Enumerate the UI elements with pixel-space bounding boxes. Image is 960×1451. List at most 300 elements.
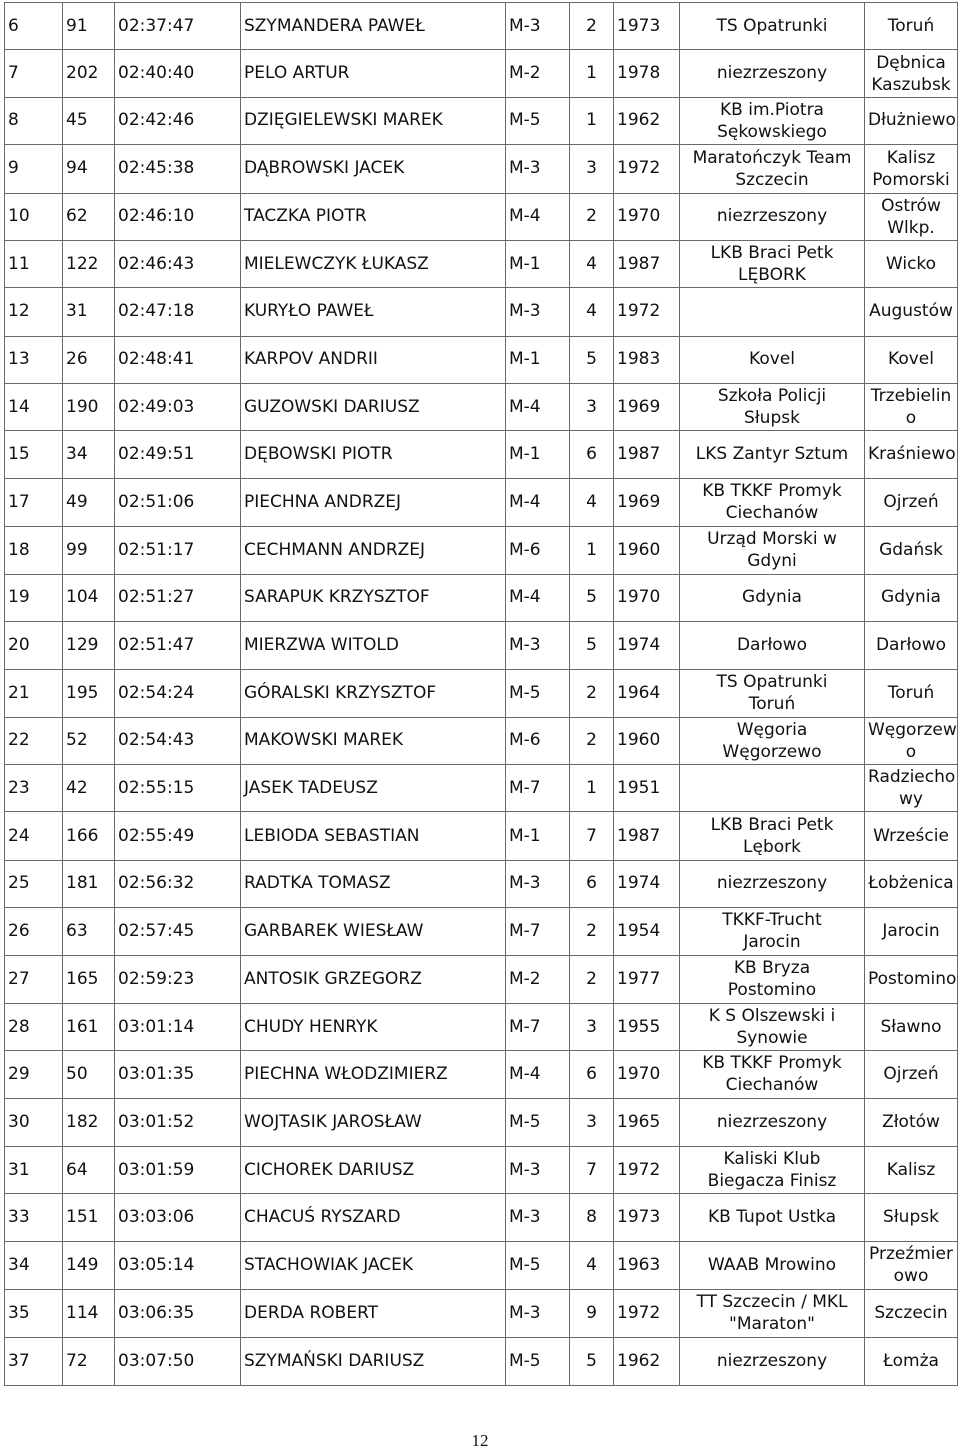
city-line: Węgorzew bbox=[868, 719, 957, 740]
club-cell bbox=[680, 97, 865, 144]
table-row bbox=[5, 908, 958, 955]
runner-name-cell: DĘBOWSKI PIOTR bbox=[241, 431, 506, 478]
bib-number-cell: 50 bbox=[63, 1051, 115, 1098]
place-cell: 18 bbox=[5, 527, 63, 574]
birth-year-cell: 1972 bbox=[614, 145, 680, 193]
category-cell: M-3 bbox=[506, 3, 570, 50]
city-cell: Postomino bbox=[865, 955, 958, 1003]
bib-number-cell: 166 bbox=[63, 812, 115, 860]
bib-number-cell: 72 bbox=[63, 1337, 115, 1386]
category-cell: M-3 bbox=[506, 860, 570, 907]
club-cell bbox=[680, 527, 865, 574]
table-row bbox=[5, 1147, 958, 1194]
bib-number-cell: 64 bbox=[63, 1147, 115, 1194]
city-cell: Słupsk bbox=[865, 1194, 958, 1241]
table-row bbox=[5, 384, 958, 431]
place-cell: 6 bbox=[5, 3, 63, 50]
club-cell: niezrzeszony bbox=[680, 1098, 865, 1146]
city-line: Dębnica bbox=[876, 52, 946, 73]
club-cell bbox=[680, 145, 865, 193]
place-cell: 17 bbox=[5, 478, 63, 526]
bib-number-cell: 122 bbox=[63, 240, 115, 287]
birth-year-cell: 1960 bbox=[614, 717, 680, 764]
category-cell: M-6 bbox=[506, 527, 570, 574]
bib-number-cell: 91 bbox=[63, 3, 115, 50]
table-row bbox=[5, 670, 958, 717]
place-cell: 34 bbox=[5, 1241, 63, 1289]
runner-name-cell: LEBIODA SEBASTIAN bbox=[241, 812, 506, 860]
place-cell: 33 bbox=[5, 1194, 63, 1241]
city-cell bbox=[865, 1241, 958, 1289]
time-cell: 02:49:51 bbox=[115, 431, 241, 478]
city-cell bbox=[865, 384, 958, 431]
birth-year-cell: 1987 bbox=[614, 240, 680, 287]
place-cell: 26 bbox=[5, 908, 63, 955]
birth-year-cell: 1987 bbox=[614, 431, 680, 478]
runner-name-cell: DERDA ROBERT bbox=[241, 1290, 506, 1337]
birth-year-cell: 1970 bbox=[614, 574, 680, 621]
city-cell: Gdańsk bbox=[865, 527, 958, 574]
place-cell: 27 bbox=[5, 955, 63, 1003]
runner-name-cell: STACHOWIAK JACEK bbox=[241, 1241, 506, 1289]
page-number: 12 bbox=[471, 1431, 489, 1450]
category-cell: M-7 bbox=[506, 765, 570, 812]
bib-number-cell: 190 bbox=[63, 384, 115, 431]
city-line: Trzebielin bbox=[870, 386, 952, 407]
club-line: KB Bryza bbox=[733, 958, 811, 979]
runner-name-cell: KARPOV ANDRII bbox=[241, 336, 506, 383]
club-line: TT Szczecin / MKL bbox=[696, 1292, 848, 1313]
city-cell: Szczecin bbox=[865, 1290, 958, 1337]
birth-year-cell: 1970 bbox=[614, 193, 680, 240]
club-line: Sękowskiego bbox=[717, 121, 827, 142]
club-cell: Gdynia bbox=[680, 574, 865, 621]
bib-number-cell: 26 bbox=[63, 336, 115, 383]
runner-name-cell: ANTOSIK GRZEGORZ bbox=[241, 955, 506, 1003]
table-row bbox=[5, 1337, 958, 1386]
time-cell: 03:06:35 bbox=[115, 1290, 241, 1337]
place-cell: 30 bbox=[5, 1098, 63, 1146]
club-cell: KB Tupot Ustka bbox=[680, 1194, 865, 1241]
city-line: Pomorski bbox=[872, 169, 950, 190]
runner-name-cell: MIERZWA WITOLD bbox=[241, 621, 506, 669]
runner-name-cell: CICHOREK DARIUSZ bbox=[241, 1147, 506, 1194]
table-row bbox=[5, 1098, 958, 1146]
place-cell: 13 bbox=[5, 336, 63, 383]
time-cell: 02:54:43 bbox=[115, 717, 241, 764]
category-place-cell: 5 bbox=[570, 336, 614, 383]
city-line: Kalisz bbox=[886, 147, 936, 168]
time-cell: 03:05:14 bbox=[115, 1241, 241, 1289]
club-line: KB TKKF Promyk bbox=[702, 481, 842, 502]
time-cell: 03:01:52 bbox=[115, 1098, 241, 1146]
category-cell: M-3 bbox=[506, 288, 570, 336]
club-line: Węgoria bbox=[736, 719, 808, 740]
place-cell: 24 bbox=[5, 812, 63, 860]
city-cell bbox=[865, 193, 958, 240]
bib-number-cell: 202 bbox=[63, 50, 115, 97]
city-cell bbox=[865, 717, 958, 764]
birth-year-cell: 1972 bbox=[614, 1290, 680, 1337]
club-line: KB im.Piotra bbox=[720, 99, 824, 120]
category-place-cell: 1 bbox=[570, 765, 614, 812]
category-place-cell: 3 bbox=[570, 384, 614, 431]
city-cell bbox=[865, 145, 958, 193]
category-cell: M-4 bbox=[506, 193, 570, 240]
place-cell: 31 bbox=[5, 1147, 63, 1194]
city-cell: Darłowo bbox=[865, 621, 958, 669]
place-cell: 11 bbox=[5, 240, 63, 287]
city-cell: Sławno bbox=[865, 1003, 958, 1050]
city-line: Przeźmier bbox=[869, 1244, 953, 1265]
club-cell bbox=[680, 1003, 865, 1050]
club-line: Lębork bbox=[743, 837, 801, 858]
runner-name-cell: CHUDY HENRYK bbox=[241, 1003, 506, 1050]
category-cell: M-5 bbox=[506, 1098, 570, 1146]
category-place-cell: 4 bbox=[570, 1241, 614, 1289]
bib-number-cell: 104 bbox=[63, 574, 115, 621]
city-line: o bbox=[905, 408, 917, 429]
time-cell: 03:01:14 bbox=[115, 1003, 241, 1050]
birth-year-cell: 1951 bbox=[614, 765, 680, 812]
city-cell: Ojrzeń bbox=[865, 1051, 958, 1098]
time-cell: 02:55:15 bbox=[115, 765, 241, 812]
category-cell: M-5 bbox=[506, 670, 570, 717]
club-line: TKKF-Trucht bbox=[722, 910, 822, 931]
place-cell: 29 bbox=[5, 1051, 63, 1098]
category-place-cell: 2 bbox=[570, 908, 614, 955]
city-cell: Wrzeście bbox=[865, 812, 958, 860]
city-line: Wlkp. bbox=[887, 217, 935, 238]
birth-year-cell: 1973 bbox=[614, 3, 680, 50]
bib-number-cell: 31 bbox=[63, 288, 115, 336]
club-line: Jarocin bbox=[743, 932, 801, 953]
runner-name-cell: DZIĘGIELEWSKI MAREK bbox=[241, 97, 506, 144]
club-line: Toruń bbox=[748, 694, 796, 715]
club-cell: LKS Zantyr Sztum bbox=[680, 431, 865, 478]
table-row bbox=[5, 478, 958, 526]
category-cell: M-4 bbox=[506, 1051, 570, 1098]
bib-number-cell: 161 bbox=[63, 1003, 115, 1050]
club-cell bbox=[680, 478, 865, 526]
category-cell: M-4 bbox=[506, 574, 570, 621]
club-cell: niezrzeszony bbox=[680, 50, 865, 97]
bib-number-cell: 49 bbox=[63, 478, 115, 526]
place-cell: 8 bbox=[5, 97, 63, 144]
city-cell: Toruń bbox=[865, 670, 958, 717]
category-cell: M-7 bbox=[506, 908, 570, 955]
category-place-cell: 2 bbox=[570, 670, 614, 717]
bib-number-cell: 34 bbox=[63, 431, 115, 478]
category-place-cell: 6 bbox=[570, 1051, 614, 1098]
club-line: Synowie bbox=[736, 1028, 808, 1049]
runner-name-cell: SZYMANDERA PAWEŁ bbox=[241, 3, 506, 50]
time-cell: 02:48:41 bbox=[115, 336, 241, 383]
time-cell: 02:51:17 bbox=[115, 527, 241, 574]
city-line: Ostrów bbox=[881, 195, 941, 216]
table-row bbox=[5, 336, 958, 383]
place-cell: 28 bbox=[5, 1003, 63, 1050]
runner-name-cell: GUZOWSKI DARIUSZ bbox=[241, 384, 506, 431]
birth-year-cell: 1972 bbox=[614, 1147, 680, 1194]
bib-number-cell: 182 bbox=[63, 1098, 115, 1146]
category-cell: M-5 bbox=[506, 1241, 570, 1289]
birth-year-cell: 1962 bbox=[614, 97, 680, 144]
table-row bbox=[5, 193, 958, 240]
category-place-cell: 3 bbox=[570, 1003, 614, 1050]
table-row bbox=[5, 621, 958, 669]
time-cell: 02:51:27 bbox=[115, 574, 241, 621]
runner-name-cell: MAKOWSKI MAREK bbox=[241, 717, 506, 764]
category-cell: M-1 bbox=[506, 240, 570, 287]
club-line: Węgorzewo bbox=[722, 741, 822, 762]
place-cell: 10 bbox=[5, 193, 63, 240]
table-row bbox=[5, 765, 958, 812]
birth-year-cell: 1960 bbox=[614, 527, 680, 574]
club-cell bbox=[680, 670, 865, 717]
time-cell: 02:57:45 bbox=[115, 908, 241, 955]
club-line: KB TKKF Promyk bbox=[702, 1053, 842, 1074]
birth-year-cell: 1969 bbox=[614, 384, 680, 431]
time-cell: 03:03:06 bbox=[115, 1194, 241, 1241]
category-place-cell: 2 bbox=[570, 717, 614, 764]
category-cell: M-3 bbox=[506, 621, 570, 669]
birth-year-cell: 1970 bbox=[614, 1051, 680, 1098]
club-cell: Darłowo bbox=[680, 621, 865, 669]
club-cell bbox=[680, 384, 865, 431]
club-line: Ciechanów bbox=[725, 503, 819, 524]
birth-year-cell: 1978 bbox=[614, 50, 680, 97]
category-place-cell: 4 bbox=[570, 240, 614, 287]
category-cell: M-3 bbox=[506, 1290, 570, 1337]
city-line: wy bbox=[899, 789, 923, 810]
city-cell bbox=[865, 765, 958, 812]
runner-name-cell: GÓRALSKI KRZYSZTOF bbox=[241, 670, 506, 717]
place-cell: 14 bbox=[5, 384, 63, 431]
results-table bbox=[4, 2, 958, 1386]
place-cell: 19 bbox=[5, 574, 63, 621]
club-line: LKB Braci Petk bbox=[710, 243, 834, 264]
club-line: Maratończyk Team bbox=[692, 147, 852, 168]
results-body bbox=[5, 3, 958, 1386]
category-cell: M-1 bbox=[506, 336, 570, 383]
club-line: Kaliski Klub bbox=[723, 1149, 821, 1170]
city-cell bbox=[865, 50, 958, 97]
table-row bbox=[5, 1051, 958, 1098]
birth-year-cell: 1974 bbox=[614, 621, 680, 669]
club-cell bbox=[680, 955, 865, 1003]
category-place-cell: 7 bbox=[570, 1147, 614, 1194]
bib-number-cell: 181 bbox=[63, 860, 115, 907]
bib-number-cell: 149 bbox=[63, 1241, 115, 1289]
table-row bbox=[5, 860, 958, 907]
category-place-cell: 8 bbox=[570, 1194, 614, 1241]
birth-year-cell: 1963 bbox=[614, 1241, 680, 1289]
table-row bbox=[5, 574, 958, 621]
bib-number-cell: 99 bbox=[63, 527, 115, 574]
table-row bbox=[5, 1194, 958, 1241]
bib-number-cell: 129 bbox=[63, 621, 115, 669]
place-cell: 37 bbox=[5, 1337, 63, 1386]
club-cell bbox=[680, 765, 865, 812]
place-cell: 15 bbox=[5, 431, 63, 478]
place-cell: 22 bbox=[5, 717, 63, 764]
time-cell: 02:46:43 bbox=[115, 240, 241, 287]
time-cell: 02:55:49 bbox=[115, 812, 241, 860]
category-place-cell: 5 bbox=[570, 1337, 614, 1386]
category-place-cell: 2 bbox=[570, 193, 614, 240]
bib-number-cell: 52 bbox=[63, 717, 115, 764]
club-cell: niezrzeszony bbox=[680, 1337, 865, 1386]
category-place-cell: 4 bbox=[570, 478, 614, 526]
city-cell: Augustów bbox=[865, 288, 958, 336]
time-cell: 02:46:10 bbox=[115, 193, 241, 240]
time-cell: 02:45:38 bbox=[115, 145, 241, 193]
time-cell: 03:01:59 bbox=[115, 1147, 241, 1194]
category-place-cell: 9 bbox=[570, 1290, 614, 1337]
club-line: K S Olszewski i bbox=[708, 1006, 836, 1027]
table-row bbox=[5, 145, 958, 193]
club-cell bbox=[680, 1051, 865, 1098]
runner-name-cell: CECHMANN ANDRZEJ bbox=[241, 527, 506, 574]
runner-name-cell: PELO ARTUR bbox=[241, 50, 506, 97]
table-row bbox=[5, 97, 958, 144]
category-place-cell: 1 bbox=[570, 50, 614, 97]
birth-year-cell: 1977 bbox=[614, 955, 680, 1003]
city-line: Radziecho bbox=[868, 767, 956, 788]
club-line: Słupsk bbox=[744, 408, 800, 429]
category-place-cell: 3 bbox=[570, 145, 614, 193]
birth-year-cell: 1954 bbox=[614, 908, 680, 955]
category-place-cell: 3 bbox=[570, 1098, 614, 1146]
time-cell: 02:51:06 bbox=[115, 478, 241, 526]
place-cell: 20 bbox=[5, 621, 63, 669]
time-cell: 02:37:47 bbox=[115, 3, 241, 50]
birth-year-cell: 1969 bbox=[614, 478, 680, 526]
category-cell: M-3 bbox=[506, 145, 570, 193]
club-line: LĘBORK bbox=[738, 265, 806, 286]
time-cell: 02:49:03 bbox=[115, 384, 241, 431]
club-cell bbox=[680, 717, 865, 764]
category-cell: M-7 bbox=[506, 1003, 570, 1050]
table-row bbox=[5, 50, 958, 97]
table-row bbox=[5, 812, 958, 860]
category-place-cell: 4 bbox=[570, 288, 614, 336]
category-cell: M-2 bbox=[506, 50, 570, 97]
club-line: Ciechanów bbox=[725, 1075, 819, 1096]
time-cell: 02:42:46 bbox=[115, 97, 241, 144]
place-cell: 9 bbox=[5, 145, 63, 193]
city-line: Kaszubsk bbox=[871, 74, 951, 95]
birth-year-cell: 1987 bbox=[614, 812, 680, 860]
table-row bbox=[5, 527, 958, 574]
time-cell: 02:40:40 bbox=[115, 50, 241, 97]
birth-year-cell: 1974 bbox=[614, 860, 680, 907]
club-cell bbox=[680, 908, 865, 955]
runner-name-cell: PIECHNA WŁODZIMIERZ bbox=[241, 1051, 506, 1098]
club-line: Szczecin bbox=[735, 169, 809, 190]
runner-name-cell: SARAPUK KRZYSZTOF bbox=[241, 574, 506, 621]
city-cell: Złotów bbox=[865, 1098, 958, 1146]
category-cell: M-1 bbox=[506, 812, 570, 860]
city-cell: Wicko bbox=[865, 240, 958, 287]
city-line: owo bbox=[893, 1266, 929, 1287]
category-cell: M-5 bbox=[506, 1337, 570, 1386]
birth-year-cell: 1965 bbox=[614, 1098, 680, 1146]
city-cell: Kovel bbox=[865, 336, 958, 383]
club-cell: niezrzeszony bbox=[680, 193, 865, 240]
bib-number-cell: 195 bbox=[63, 670, 115, 717]
category-cell: M-3 bbox=[506, 1147, 570, 1194]
club-line: Urząd Morski w bbox=[707, 529, 837, 550]
club-line: Gdyni bbox=[747, 551, 797, 572]
category-place-cell: 6 bbox=[570, 431, 614, 478]
runner-name-cell: WOJTASIK JAROSŁAW bbox=[241, 1098, 506, 1146]
time-cell: 03:07:50 bbox=[115, 1337, 241, 1386]
category-cell: M-6 bbox=[506, 717, 570, 764]
bib-number-cell: 151 bbox=[63, 1194, 115, 1241]
runner-name-cell: DĄBROWSKI JACEK bbox=[241, 145, 506, 193]
city-cell: Gdynia bbox=[865, 574, 958, 621]
category-cell: M-1 bbox=[506, 431, 570, 478]
category-cell: M-5 bbox=[506, 97, 570, 144]
city-cell: Kraśniewo bbox=[865, 431, 958, 478]
category-place-cell: 2 bbox=[570, 3, 614, 50]
time-cell: 02:47:18 bbox=[115, 288, 241, 336]
place-cell: 21 bbox=[5, 670, 63, 717]
bib-number-cell: 94 bbox=[63, 145, 115, 193]
runner-name-cell: SZYMAŃSKI DARIUSZ bbox=[241, 1337, 506, 1386]
table-row bbox=[5, 717, 958, 764]
time-cell: 02:59:23 bbox=[115, 955, 241, 1003]
birth-year-cell: 1983 bbox=[614, 336, 680, 383]
bib-number-cell: 62 bbox=[63, 193, 115, 240]
category-cell: M-3 bbox=[506, 1194, 570, 1241]
table-row bbox=[5, 240, 958, 287]
table-row bbox=[5, 1003, 958, 1050]
table-row bbox=[5, 1290, 958, 1337]
table-row bbox=[5, 3, 958, 50]
bib-number-cell: 114 bbox=[63, 1290, 115, 1337]
time-cell: 02:51:47 bbox=[115, 621, 241, 669]
club-line: TS Opatrunki bbox=[716, 672, 828, 693]
time-cell: 02:54:24 bbox=[115, 670, 241, 717]
club-cell bbox=[680, 1147, 865, 1194]
table-row bbox=[5, 288, 958, 336]
category-cell: M-2 bbox=[506, 955, 570, 1003]
club-cell: niezrzeszony bbox=[680, 860, 865, 907]
club-line: Postomino bbox=[727, 980, 817, 1001]
city-cell: Jarocin bbox=[865, 908, 958, 955]
bib-number-cell: 45 bbox=[63, 97, 115, 144]
runner-name-cell: JASEK TADEUSZ bbox=[241, 765, 506, 812]
category-cell: M-4 bbox=[506, 384, 570, 431]
club-cell bbox=[680, 240, 865, 287]
runner-name-cell: GARBAREK WIESŁAW bbox=[241, 908, 506, 955]
city-cell: Łobżenica bbox=[865, 860, 958, 907]
table-row bbox=[5, 1241, 958, 1289]
club-line: "Maraton" bbox=[729, 1314, 815, 1335]
place-cell: 23 bbox=[5, 765, 63, 812]
time-cell: 02:56:32 bbox=[115, 860, 241, 907]
club-line: LKB Braci Petk bbox=[710, 815, 834, 836]
club-cell: Kovel bbox=[680, 336, 865, 383]
runner-name-cell: TACZKA PIOTR bbox=[241, 193, 506, 240]
birth-year-cell: 1964 bbox=[614, 670, 680, 717]
category-place-cell: 7 bbox=[570, 812, 614, 860]
city-line: o bbox=[905, 741, 917, 762]
place-cell: 25 bbox=[5, 860, 63, 907]
